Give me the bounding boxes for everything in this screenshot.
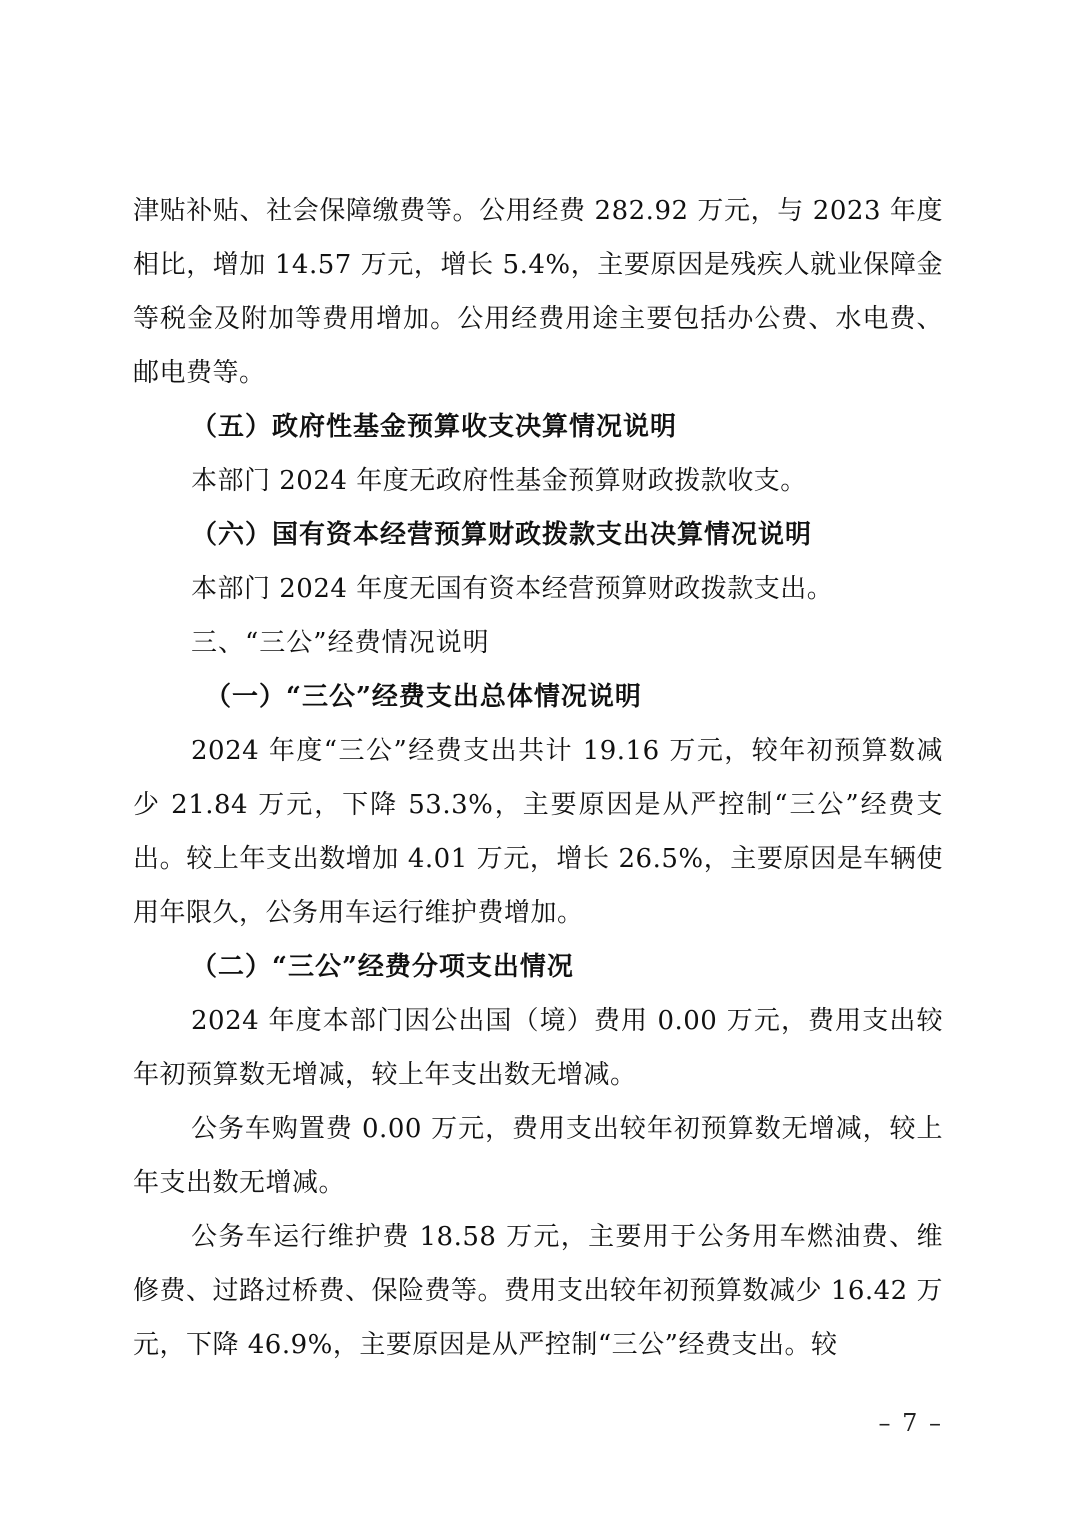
paragraph-government-fund: 本部门 2024 年度无政府性基金预算财政拨款收支。	[191, 466, 807, 496]
paragraph-state-capital: 本部门 2024 年度无国有资本经营预算财政拨款支出。	[191, 574, 834, 604]
heading-three-public: 三、“三公”经费情况说明	[191, 628, 490, 658]
paragraph-vehicle-maintenance: 公务车运行维护费 18.58 万元，主要用于公务用车燃油费、维修费、过路过桥费、保险费等。费用支出较年初预算数减少 16.42 万元，下降 46.9%，主要原因是从严控制“三公”经费支出。较	[133, 1222, 943, 1360]
paragraph-overseas-travel: 2024 年度本部门因公出国（境）费用 0.00 万元，费用支出较年初预算数无增减，较上年支出数无增减。	[133, 1006, 943, 1090]
document-body	[133, 184, 943, 1372]
heading-three-public-overall: （一）“三公”经费支出总体情况说明	[205, 682, 642, 712]
heading-three-public-itemized: （二）“三公”经费分项支出情况	[191, 952, 574, 982]
page-number: – 7 –	[878, 1409, 943, 1437]
paragraph-public-expenses: 津贴补贴、社会保障缴费等。公用经费 282.92 万元，与 2023 年度相比，增加 14.57 万元，增长 5.4%，主要原因是残疾人就业保障金等税金及附加等费用增加。公用经费用途主要包括办公费、水电费、邮电费等。	[133, 196, 943, 388]
heading-government-fund: （五）政府性基金预算收支决算情况说明	[191, 412, 678, 442]
paragraph-three-public-overall: 2024 年度“三公”经费支出共计 19.16 万元，较年初预算数减少 21.84 万元，下降 53.3%，主要原因是从严控制“三公”经费支出。较上年支出数增加 4.01 万元，增长 26.5%，主要原因是车辆使用年限久，公务用车运行维护费增加。	[133, 736, 943, 928]
heading-state-capital: （六）国有资本经营预算财政拨款支出决算情况说明	[191, 520, 813, 550]
paragraph-vehicle-purchase: 公务车购置费 0.00 万元，费用支出较年初预算数无增减，较上年支出数无增减。	[133, 1114, 943, 1198]
